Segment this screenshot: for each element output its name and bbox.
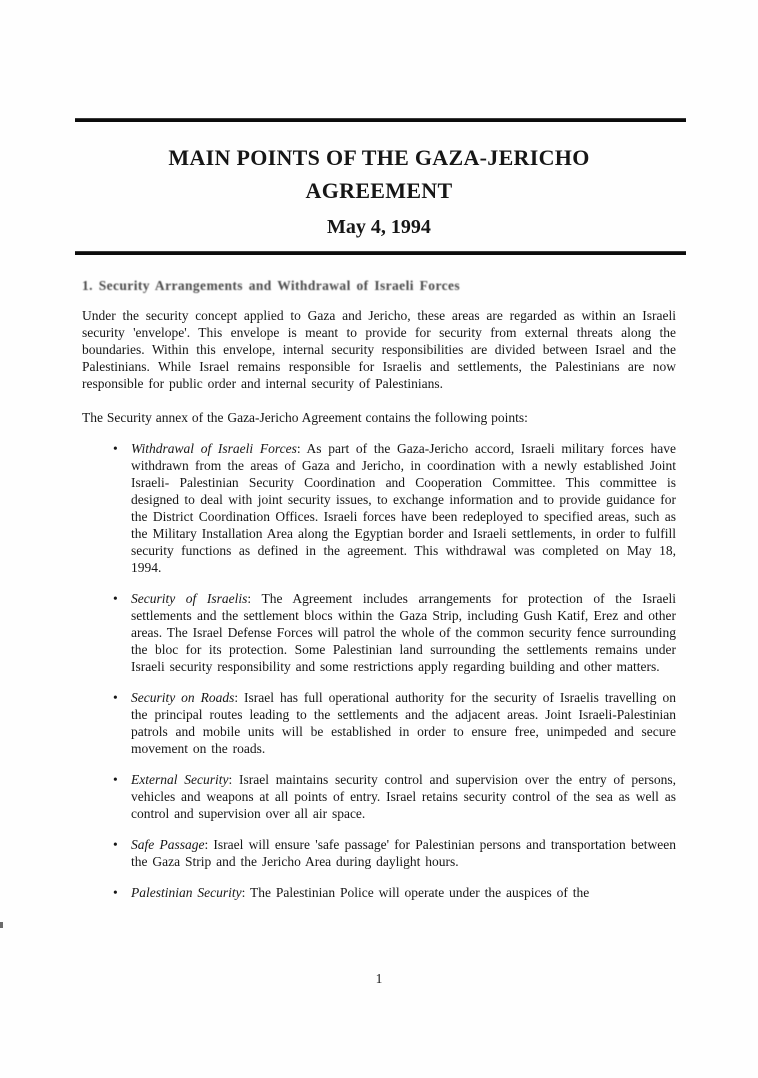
scan-artifact [0,922,3,928]
document-title-line1: MAIN POINTS OF THE GAZA-JERICHO [168,145,590,170]
intro-paragraph: Under the security concept applied to Gaza and Jericho, these areas are regarded as within an Israeli security 'envelope'. This envelope is meant to provide for security from external threats along the boundaries. Within this envelope, internal security responsibilities are divided between Israel and the Palestinians. While Israel remains responsible for Israelis and settlements, the Palestinians are now responsible for public order and internal security of Palestinians. [82,308,676,391]
annex-lead-line: The Security annex of the Gaza-Jericho Agreement contains the following points: [82,410,528,425]
bullet-lead: Palestinian Security [131,885,242,900]
list-item-external-security [113,771,676,822]
list-item-palestinian-security [113,884,676,901]
bullet-text: : The Agreement includes arrangements for protection of the Israeli settlements and the settlement blocs within the Gaza Strip, including Gush Katif, Erez and other areas. The Israel Defense Forces will patrol the whole of the common security fence surrounding the bloc for its protection. Some Palestinian land surrounding the settlements remains under Israeli security responsibility and some restrictions apply regarding building and other matters. [131,591,677,674]
top-divider-rule [75,118,686,122]
bullet-lead: Security on Roads [131,690,235,705]
bullet-lead: External Security [131,772,229,787]
bullet-icon: • [113,441,118,456]
bullet-text: : As part of the Gaza-Jericho accord, Israeli military forces have withdrawn from the areas of Gaza and Jericho, in coordination with a newly established Joint Israeli- Palestinian Security Coordination and Cooperation Committee. This committee is designed to deal with joint security issues, to exchange information and to provide guidance for the District Coordination Offices. Israeli forces have been redeployed to specified areas, such as the Military Installation Area along the Egyptian border and Israeli settlements, in order to fulfill security functions as defined in the agreement. This withdrawal was completed on May 18, 1994. [131,441,676,575]
list-item-security-on-roads [113,689,676,757]
list-item-withdrawal [113,440,676,576]
security-points-list [82,440,676,901]
bullet-icon: • [113,837,118,852]
bullet-lead: Safe Passage [131,837,205,852]
bullet-icon: • [113,885,118,900]
document-title-line2: AGREEMENT [305,178,453,203]
mid-divider-rule [75,251,686,255]
section-heading: 1. Security Arrangements and Withdrawal of Israeli Forces [82,278,461,293]
bullet-icon: • [113,772,118,787]
bullet-lead: Security of Israelis [131,591,248,606]
document-title [82,141,676,207]
bullet-text: : Israel has full operational authority for the security of Israelis travelling on the principal routes leading to the settlements and the adjacent areas. Joint Israeli-Palestinian patrols and mobile units will be established in order to ensure free, unimpeded and secure movement on the roads. [131,690,676,756]
list-item-safe-passage [113,836,676,870]
bullet-text: : Israel will ensure 'safe passage' for Palestinian persons and transportation between the Gaza Strip and the Jericho Area during daylight hours. [131,837,676,869]
bullet-icon: • [113,690,118,705]
bullet-text: : Israel maintains security control and supervision over the entry of persons, vehicles and weapons at all points of entry. Israel retains security control of the sea as well as control and supervision over all air space. [131,772,676,821]
bullet-text: : The Palestinian Police will operate under the auspices of the [241,885,590,900]
page-number: 1 [375,971,383,986]
document-content [0,118,758,901]
bullet-icon: • [113,591,118,606]
document-date: May 4, 1994 [327,216,431,238]
bullet-lead: Withdrawal of Israeli Forces [131,441,297,456]
list-item-security-of-israelis [113,590,676,675]
